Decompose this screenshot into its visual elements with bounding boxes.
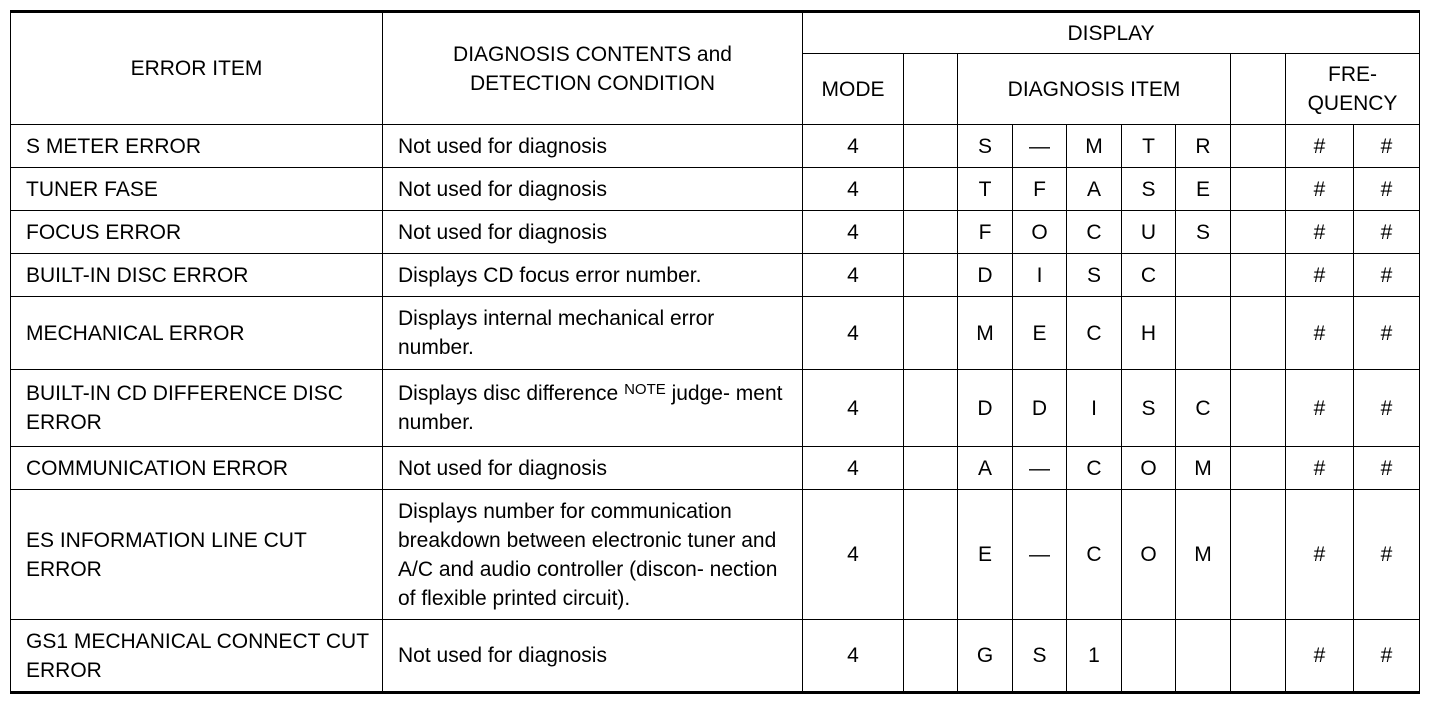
error-item-cell: S METER ERROR xyxy=(11,125,383,168)
frequency-cell: # xyxy=(1354,211,1420,254)
diagnosis-char-cell: S xyxy=(958,125,1013,168)
diagnosis-char-cell: I xyxy=(1013,254,1067,297)
diagnosis-char-cell: E xyxy=(958,490,1013,620)
blank-cell xyxy=(904,254,958,297)
blank-cell xyxy=(1231,254,1286,297)
table-row xyxy=(11,211,1420,254)
diagnosis-char-cell: D xyxy=(958,254,1013,297)
table-row xyxy=(11,620,1420,693)
diagnosis-char-cell: D xyxy=(958,370,1013,447)
error-table xyxy=(10,10,1420,694)
error-item-cell: GS1 MECHANICAL CONNECT CUT ERROR xyxy=(11,620,383,693)
diagnosis-char-cell: A xyxy=(958,447,1013,490)
mode-cell: 4 xyxy=(803,370,904,447)
diagnosis-char-cell: M xyxy=(958,297,1013,370)
diagnosis-char-cell: A xyxy=(1067,168,1122,211)
diagnosis-contents-cell: Not used for diagnosis xyxy=(383,447,803,490)
error-item-cell: BUILT-IN CD DIFFERENCE DISC ERROR xyxy=(11,370,383,447)
diagnosis-char-cell: R xyxy=(1176,125,1231,168)
header-diagnosis-contents xyxy=(383,12,803,125)
header-blank-right xyxy=(1231,54,1286,125)
header-blank-left xyxy=(904,54,958,125)
diagnosis-char-cell: U xyxy=(1122,211,1176,254)
table-row xyxy=(11,297,1420,370)
diagnosis-char-cell: C xyxy=(1067,490,1122,620)
diagnosis-char-cell: S xyxy=(1122,168,1176,211)
blank-cell xyxy=(904,125,958,168)
diagnosis-char-cell: F xyxy=(958,211,1013,254)
header-display: DISPLAY xyxy=(803,12,1420,54)
diagnosis-char-cell: — xyxy=(1013,447,1067,490)
blank-cell xyxy=(1231,490,1286,620)
blank-cell xyxy=(904,297,958,370)
mode-cell: 4 xyxy=(803,168,904,211)
note-superscript: NOTE xyxy=(624,381,666,398)
frequency-cell: # xyxy=(1286,211,1354,254)
mode-cell: 4 xyxy=(803,297,904,370)
diagnosis-char-cell: — xyxy=(1013,125,1067,168)
frequency-cell: # xyxy=(1286,620,1354,693)
diagnosis-char-cell: C xyxy=(1067,297,1122,370)
mode-cell: 4 xyxy=(803,211,904,254)
diagnosis-char-cell: M xyxy=(1176,447,1231,490)
blank-cell xyxy=(904,168,958,211)
frequency-cell: # xyxy=(1286,254,1354,297)
error-item-cell: COMMUNICATION ERROR xyxy=(11,447,383,490)
diagnosis-char-cell: S xyxy=(1067,254,1122,297)
diagnosis-char-cell: O xyxy=(1122,490,1176,620)
header-diagnosis-contents-text: DIAGNOSIS CONTENTS and DETECTION CONDITION xyxy=(453,42,732,95)
frequency-cell: # xyxy=(1354,168,1420,211)
diagnosis-char-cell: — xyxy=(1013,490,1067,620)
error-item-cell: BUILT-IN DISC ERROR xyxy=(11,254,383,297)
diagnosis-char-cell xyxy=(1122,620,1176,693)
mode-cell: 4 xyxy=(803,254,904,297)
diagnosis-char-cell: S xyxy=(1176,211,1231,254)
diagnosis-char-cell: T xyxy=(958,168,1013,211)
diagnosis-contents-cell: Not used for diagnosis xyxy=(383,211,803,254)
diagnosis-char-cell: O xyxy=(1122,447,1176,490)
blank-cell xyxy=(904,620,958,693)
diagnosis-char-cell: C xyxy=(1067,447,1122,490)
mode-cell: 4 xyxy=(803,125,904,168)
diagnosis-char-cell: T xyxy=(1122,125,1176,168)
diagnosis-char-cell: O xyxy=(1013,211,1067,254)
blank-cell xyxy=(904,447,958,490)
frequency-cell: # xyxy=(1354,297,1420,370)
diagnosis-contents-cell: Displays number for communication breakdown between electronic tuner and A/C and audio controller (discon- nection of flexible printed circuit). xyxy=(383,490,803,620)
table-row xyxy=(11,125,1420,168)
frequency-cell: # xyxy=(1286,168,1354,211)
diagnosis-char-cell xyxy=(1176,254,1231,297)
frequency-cell: # xyxy=(1354,620,1420,693)
blank-cell xyxy=(1231,447,1286,490)
diagnosis-char-cell: E xyxy=(1013,297,1067,370)
diagnosis-char-cell xyxy=(1176,297,1231,370)
mode-cell: 4 xyxy=(803,447,904,490)
diagnosis-char-cell: M xyxy=(1176,490,1231,620)
diagnosis-char-cell: C xyxy=(1176,370,1231,447)
error-item-cell: FOCUS ERROR xyxy=(11,211,383,254)
diagnosis-contents-cell xyxy=(383,370,803,447)
header-mode: MODE xyxy=(803,54,904,125)
table-row xyxy=(11,168,1420,211)
diagnosis-char-cell: C xyxy=(1122,254,1176,297)
frequency-cell: # xyxy=(1354,370,1420,447)
diagnosis-contents-cell: Displays internal mechanical error number. xyxy=(383,297,803,370)
header-frequency xyxy=(1286,54,1420,125)
header-frequency-text: FRE- QUENCY xyxy=(1307,63,1398,115)
frequency-cell: # xyxy=(1354,254,1420,297)
diagnosis-char-cell xyxy=(1176,620,1231,693)
diagnosis-char-cell: D xyxy=(1013,370,1067,447)
diagnosis-char-cell: I xyxy=(1067,370,1122,447)
table-row xyxy=(11,490,1420,620)
diagnosis-contents-cell: Not used for diagnosis xyxy=(383,168,803,211)
table-row xyxy=(11,254,1420,297)
blank-cell xyxy=(1231,211,1286,254)
header-error-item: ERROR ITEM xyxy=(11,12,383,125)
frequency-cell: # xyxy=(1286,447,1354,490)
table-row xyxy=(11,370,1420,447)
frequency-cell: # xyxy=(1354,447,1420,490)
blank-cell xyxy=(1231,370,1286,447)
diagnosis-char-cell: E xyxy=(1176,168,1231,211)
frequency-cell: # xyxy=(1354,125,1420,168)
table-body xyxy=(11,125,1420,693)
diagnosis-char-cell: S xyxy=(1013,620,1067,693)
diagnosis-char-cell: G xyxy=(958,620,1013,693)
error-item-cell: MECHANICAL ERROR xyxy=(11,297,383,370)
diagnosis-text: Displays disc difference xyxy=(398,382,619,405)
frequency-cell: # xyxy=(1286,297,1354,370)
diagnosis-contents-cell: Displays CD focus error number. xyxy=(383,254,803,297)
blank-cell xyxy=(1231,620,1286,693)
diagnosis-char-cell: H xyxy=(1122,297,1176,370)
frequency-cell: # xyxy=(1354,490,1420,620)
error-item-cell: ES INFORMATION LINE CUT ERROR xyxy=(11,490,383,620)
header-diagnosis-item: DIAGNOSIS ITEM xyxy=(958,54,1231,125)
error-item-cell: TUNER FASE xyxy=(11,168,383,211)
frequency-cell: # xyxy=(1286,370,1354,447)
frequency-cell: # xyxy=(1286,125,1354,168)
blank-cell xyxy=(1231,125,1286,168)
diagnosis-text-tail: judge- ment number. xyxy=(398,382,783,434)
mode-cell: 4 xyxy=(803,490,904,620)
blank-cell xyxy=(1231,168,1286,211)
diagnosis-char-cell: C xyxy=(1067,211,1122,254)
table-row xyxy=(11,447,1420,490)
frequency-cell: # xyxy=(1286,490,1354,620)
diagnosis-char-cell: 1 xyxy=(1067,620,1122,693)
diagnosis-contents-cell: Not used for diagnosis xyxy=(383,125,803,168)
diagnosis-char-cell: F xyxy=(1013,168,1067,211)
diagnosis-contents-cell: Not used for diagnosis xyxy=(383,620,803,693)
blank-cell xyxy=(904,211,958,254)
blank-cell xyxy=(1231,297,1286,370)
blank-cell xyxy=(904,490,958,620)
diagnosis-char-cell: M xyxy=(1067,125,1122,168)
blank-cell xyxy=(904,370,958,447)
diagnosis-char-cell: S xyxy=(1122,370,1176,447)
mode-cell: 4 xyxy=(803,620,904,693)
